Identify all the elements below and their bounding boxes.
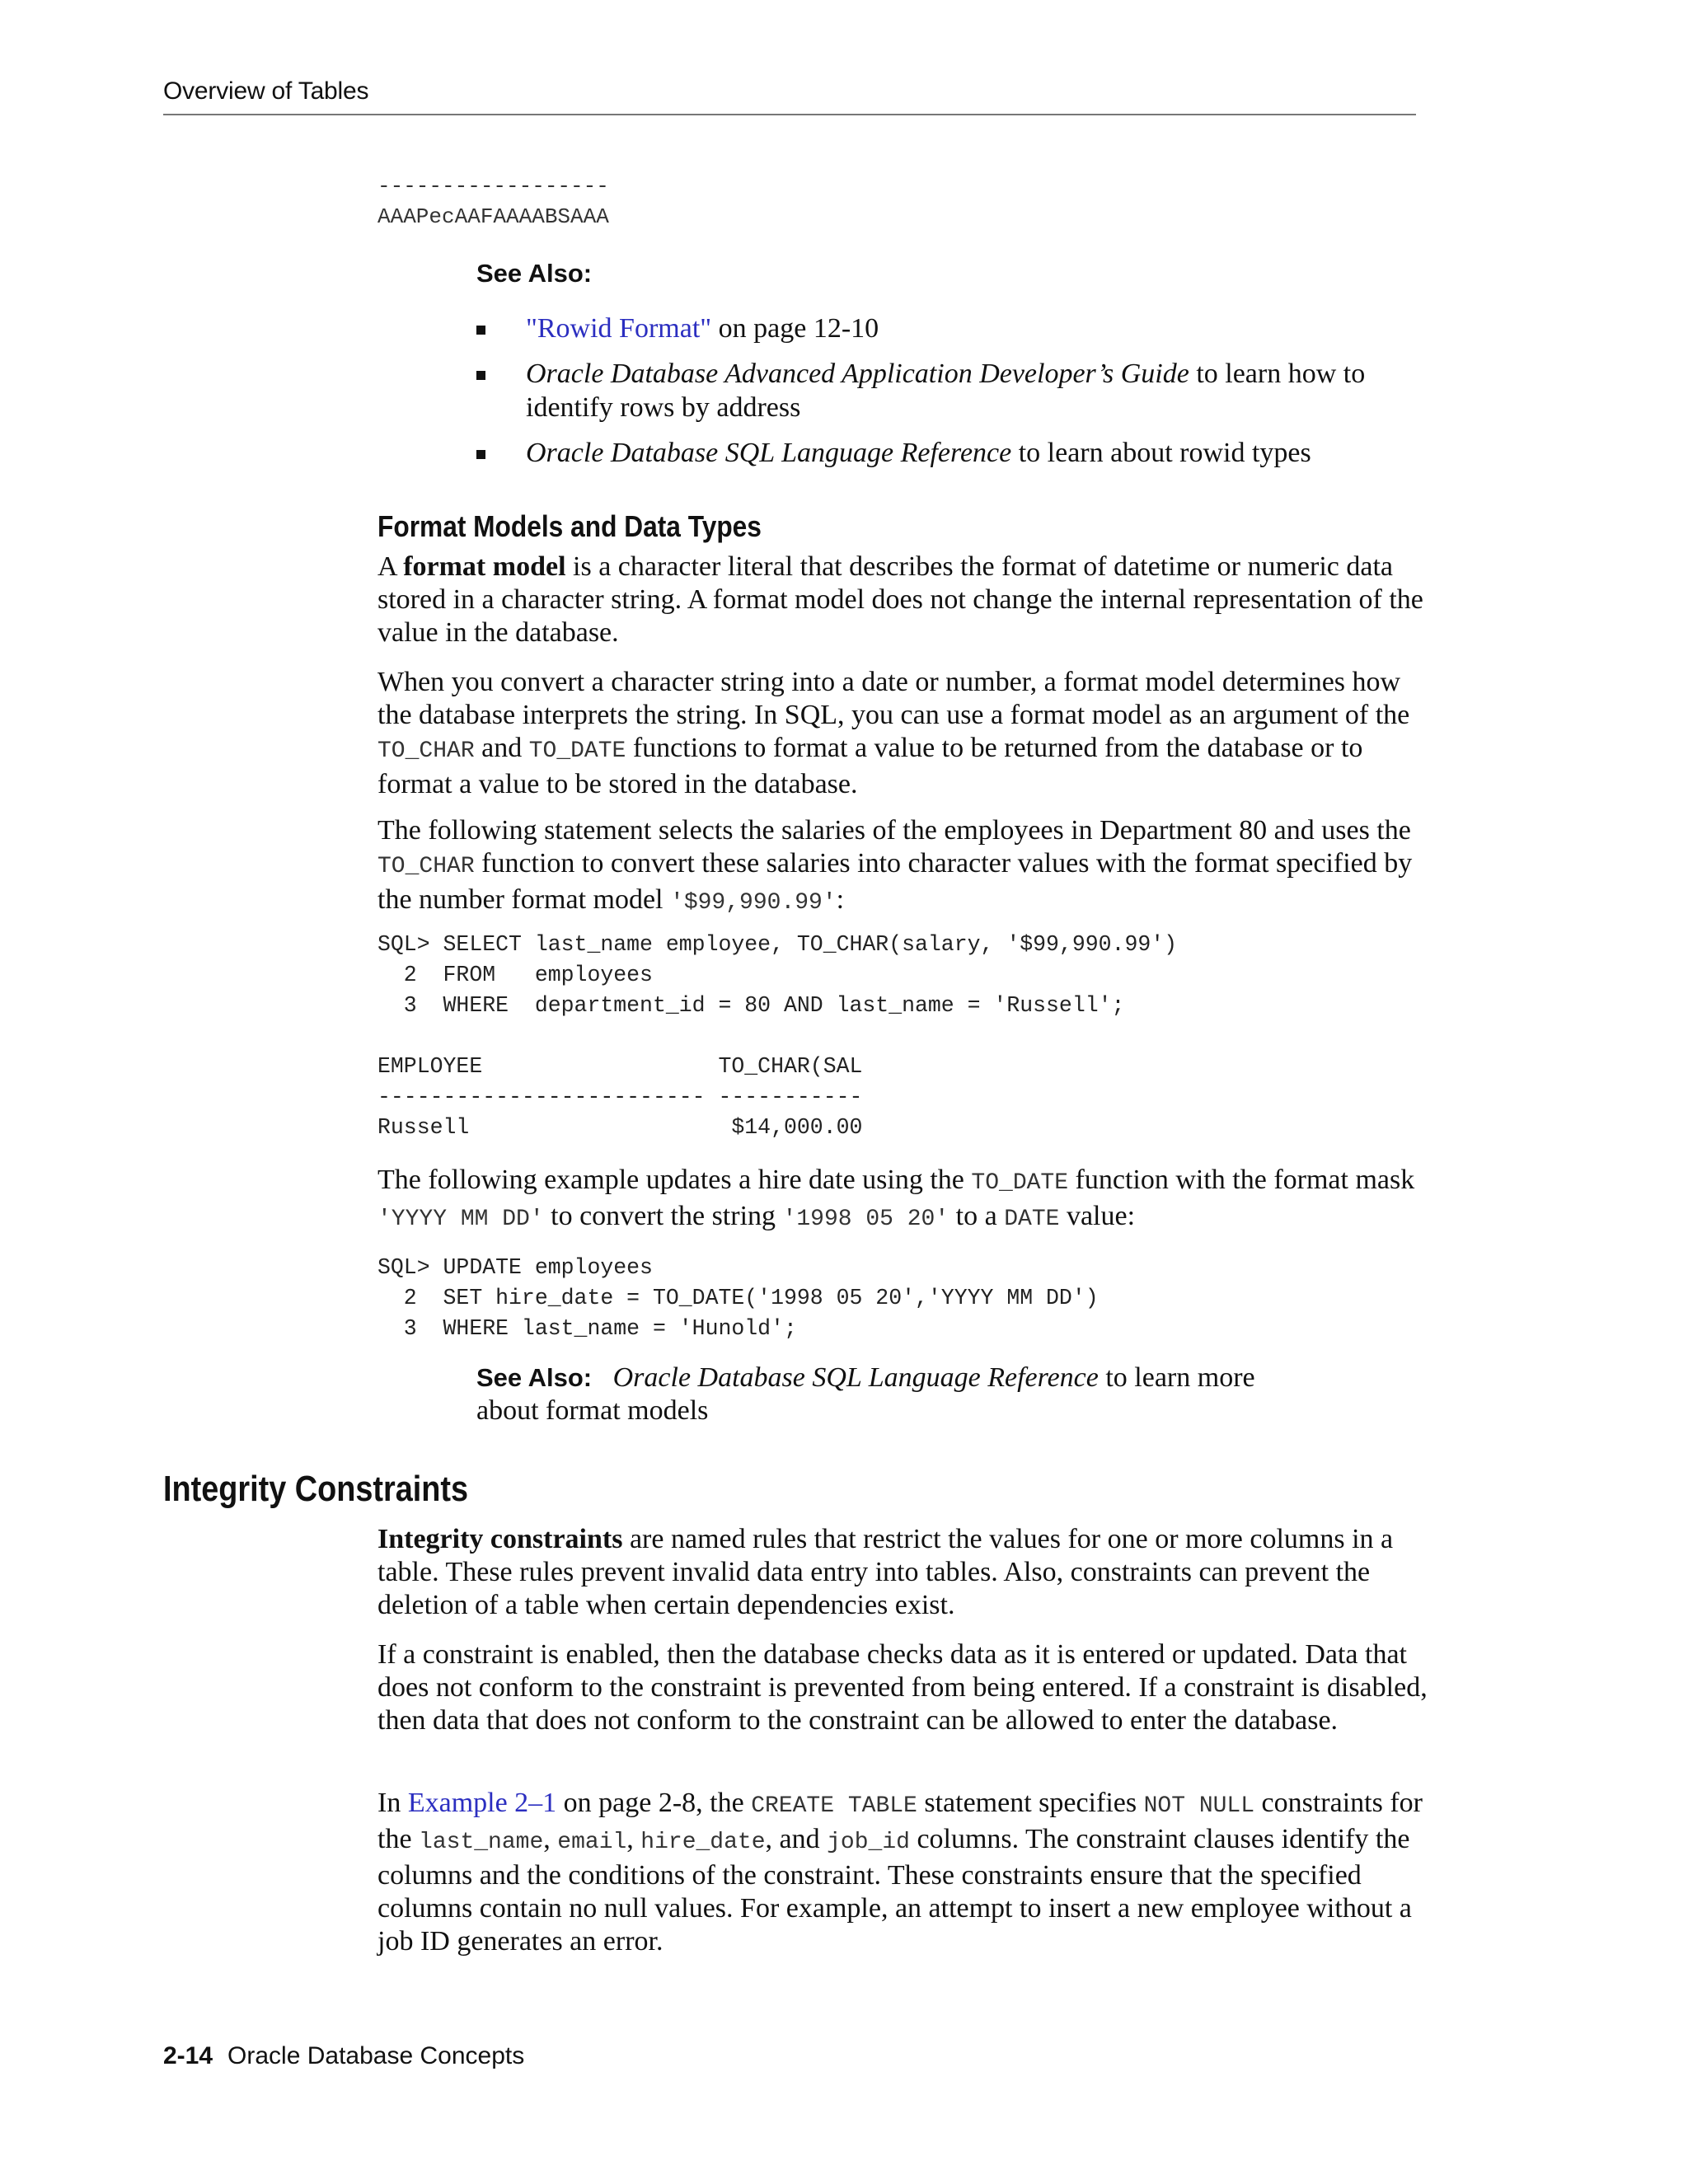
text-run: statement specifies — [917, 1788, 1144, 1818]
text-run: to convert the string — [543, 1201, 783, 1231]
book-title: Oracle Database Advanced Application Developer’s Guide — [526, 359, 1189, 389]
text-run: , and — [765, 1824, 828, 1854]
text-run: When you convert a character string into a date or number, a format model determines how the database interprets the string. In SQL, you can use a format model as an argument of the — [377, 667, 1410, 730]
square-bullet-icon — [476, 326, 485, 335]
inline-code: job_id — [827, 1830, 910, 1855]
text-run: on page 2-8, the — [556, 1788, 752, 1818]
inline-code: '1998 05 20' — [782, 1207, 950, 1232]
paragraph: If a constraint is enabled, then the database checks data as it is entered or updated. Data that does not conform to the constraint is prevented from being entered. If a constraint is disabled, then data that does not conform to the constraint can be allowed to enter the database. — [377, 1639, 1428, 1736]
see-also-label: See Also: — [476, 259, 593, 288]
text-run: A — [377, 551, 404, 582]
text-run: function with the format mask — [1068, 1165, 1415, 1195]
inline-code: TO_DATE — [971, 1170, 1069, 1196]
text-run: columns. The constraint clauses identify the columns and the conditions of the constraint. These constraints ensure that the specified columns contain no null values. For example, an attempt to insert a new employee without a job ID generates an error. — [377, 1824, 1412, 1957]
inline-code: '$99,990.99' — [670, 890, 837, 916]
text-run: and — [474, 733, 529, 763]
paragraph — [377, 814, 1432, 920]
see-also-box — [476, 259, 1383, 288]
inline-code: TO_CHAR — [377, 854, 475, 879]
see-also-item-text: to learn about rowid types — [1011, 438, 1311, 468]
book-title-footer: Oracle Database Concepts — [227, 2042, 525, 2069]
inline-code: last_name — [419, 1830, 544, 1855]
text-run: The following example updates a hire date using the — [377, 1165, 972, 1195]
inline-code: TO_DATE — [528, 738, 626, 764]
paragraph — [377, 1164, 1432, 1236]
code-example-select: SQL> SELECT last_name employee, TO_CHAR(salary, '$99,990.99') 2 FROM employees 3 WHERE department_id = 80 AND last_name = 'Russell'; EMPLOYEE TO_CHAR(SAL ------------------------- ----------- Russell $14,000.00 — [377, 932, 1178, 1140]
see-also-item-text: to learn more about format models — [476, 1362, 1255, 1426]
inline-code: email — [557, 1830, 627, 1855]
output-separator: ------------------ — [377, 174, 609, 199]
term: format model — [403, 551, 566, 582]
text-run: are named rules that restrict the values for one or more columns in a table. These rules prevent invalid data entry into tables. Also, constraints can prevent the deletion of a table when certain dependencies exist. — [377, 1524, 1394, 1620]
text-run: The following statement selects the salaries of the employees in Department 80 and uses the — [377, 815, 1411, 846]
text-run: functions to format a value to be returned from the database or to format a value to be stored in the database. — [377, 733, 1363, 799]
page-footer — [163, 2042, 524, 2070]
example-link[interactable]: Example 2–1 — [407, 1788, 557, 1818]
paragraph — [377, 1523, 1432, 1622]
rowid-value: AAAPecAAFAAAABSAAA — [377, 204, 609, 229]
term: Integrity constraints — [377, 1524, 623, 1554]
paragraph — [377, 1787, 1432, 1958]
text-run: , — [543, 1824, 558, 1854]
text-run: , — [626, 1824, 641, 1854]
see-also-item — [476, 357, 1383, 424]
see-also-list — [476, 312, 1383, 481]
inline-code: hire_date — [640, 1830, 766, 1855]
section-heading-format-models: Format Models and Data Types — [377, 509, 762, 543]
see-also-item-text: to learn how to identify rows by address — [526, 359, 1366, 423]
section-heading-integrity-constraints: Integrity Constraints — [163, 1469, 469, 1509]
inline-code: DATE — [1004, 1207, 1060, 1232]
inline-code: CREATE TABLE — [751, 1793, 917, 1819]
see-also-item-text: on page 12-10 — [711, 313, 879, 344]
text-run: : — [836, 884, 845, 915]
running-header — [163, 73, 1416, 115]
rowid-output — [377, 171, 609, 232]
see-also-label: See Also: — [476, 1363, 593, 1392]
rowid-format-link[interactable]: "Rowid Format" — [526, 313, 712, 344]
square-bullet-icon — [476, 371, 485, 380]
text-run: function to convert these salaries into character values with the format specified by the number format model — [377, 848, 1413, 915]
header-title: Overview of Tables — [163, 77, 369, 105]
book-title: Oracle Database SQL Language Reference — [612, 1362, 1099, 1393]
square-bullet-icon — [476, 450, 485, 459]
see-also-box — [476, 1361, 1301, 1427]
inline-code: NOT NULL — [1143, 1793, 1255, 1819]
book-title: Oracle Database SQL Language Reference — [526, 438, 1012, 468]
see-also-item — [476, 312, 1383, 345]
code-example-update: SQL> UPDATE employees 2 SET hire_date = TO_DATE('1998 05 20','YYYY MM DD') 3 WHERE last_name = 'Hunold'; — [377, 1255, 1099, 1341]
text-run: In — [377, 1788, 408, 1818]
page-number: 2-14 — [163, 2042, 213, 2069]
see-also-item — [476, 436, 1383, 470]
text-run: to a — [949, 1201, 1005, 1231]
inline-code: 'YYYY MM DD' — [377, 1207, 544, 1232]
text-run: constraints for the — [377, 1788, 1423, 1854]
inline-code: TO_CHAR — [377, 738, 475, 764]
paragraph — [377, 551, 1432, 649]
text-run: is a character literal that describes the format of datetime or numeric data stored in a character string. A format model does not change the internal representation of the value in the database. — [377, 551, 1423, 648]
paragraph — [377, 666, 1432, 801]
text-run: value: — [1059, 1201, 1136, 1231]
